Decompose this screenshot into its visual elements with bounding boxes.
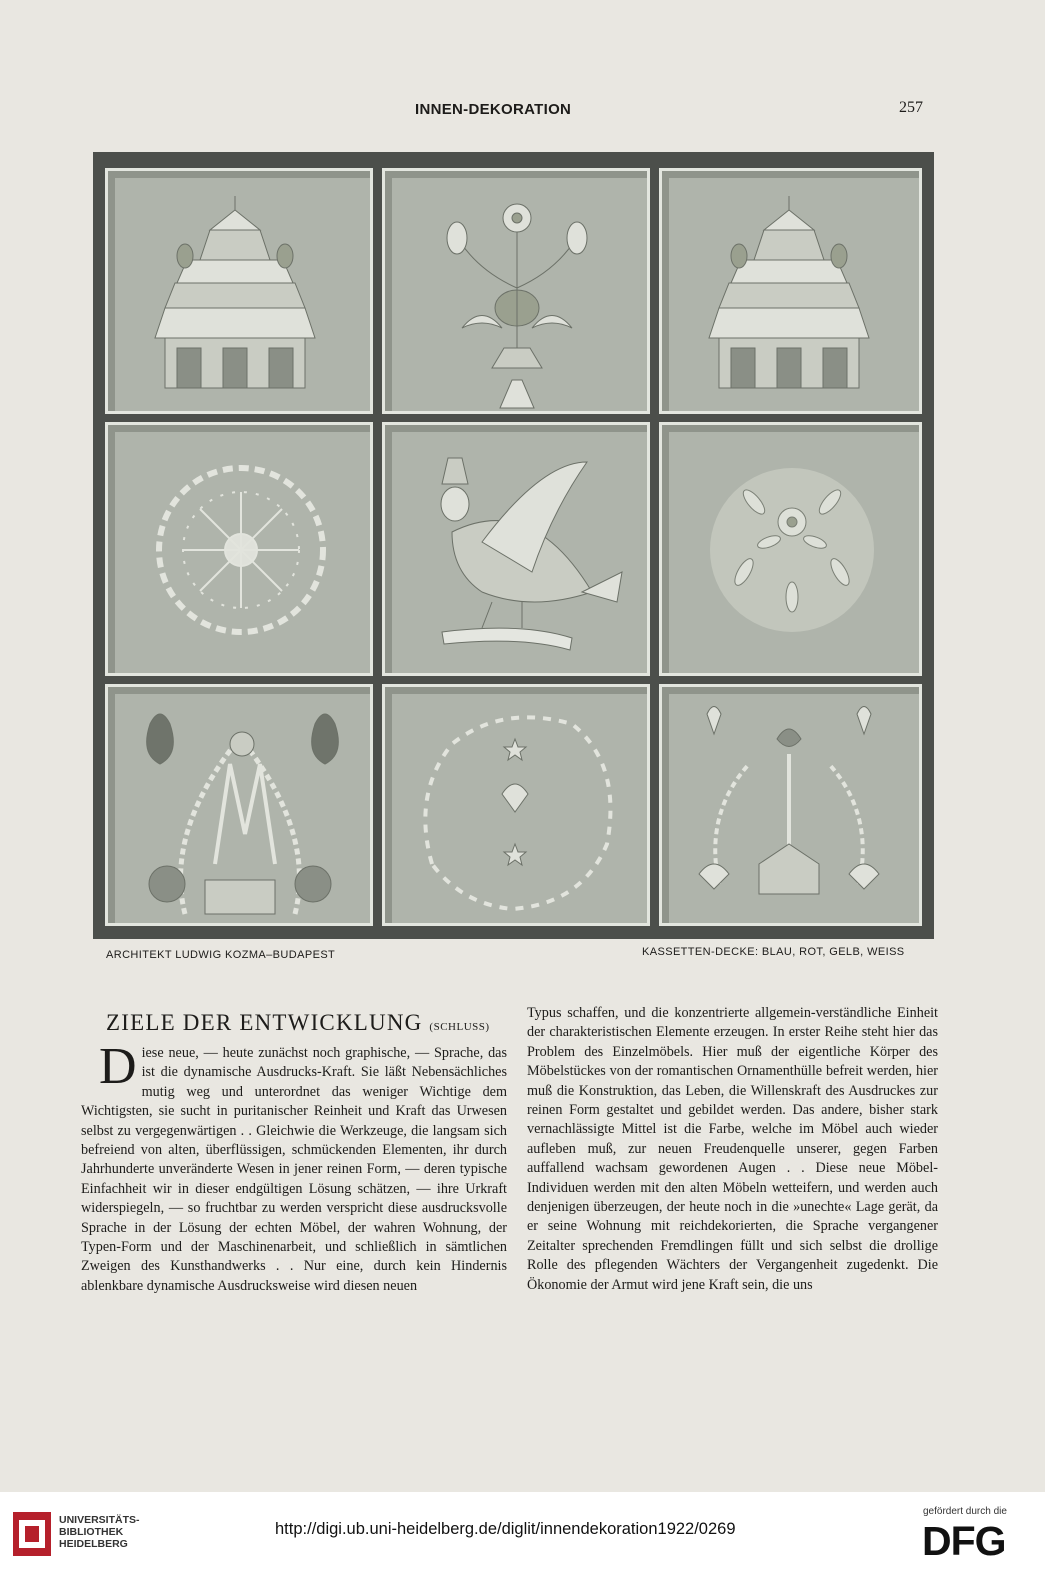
drop-cap: D: [99, 1038, 137, 1095]
figure-caption-description: KASSETTEN-DECKE: BLAU, ROT, GELB, WEISS: [642, 946, 905, 958]
panel-rosette-circle: [105, 422, 373, 676]
article-title-text: ZIELE DER ENTWICKLUNG: [106, 1010, 423, 1035]
panel-heart-tree: [105, 684, 373, 926]
article-title: [106, 1010, 490, 1036]
article-text-left: iese neue, — heute zunächst noch graphische, — Sprache, das ist die dynamische Ausdrucks-Kraft. Sie läßt Nebensächliches mutig weg und unterordnet das weniger Wichtige dem Wichtigsten, sie sucht in puritanischer Reinheit und Kraft das Urwesen selbst zu vergegenwärtigen . . Gleichwie die Werkzeuge, die langsam sich befreiend von alten, überflüssigen, schmückenden Elementen, ihr durch Jahrhunderte unveränderte Wesen in jener reinen Form, — deren typische Einfachheit wir in dieser endgültigen Lösung schätzen, — ihre Urkraft widerspiegeln, — so fruchtbar zu werden verspricht diese ausdrucksvolle Sprache in der Lösung der echten Möbel, der wahren Wohnung, der Typen-Form und der Maschinenarbeit, und schließlich in sämtlichen Zweigen des Kunsthandwerks . . Nur eine, durch kein Hindernis ablenkbare dynamische Ausdrucksweise wird diesen neuen: [81, 1045, 507, 1294]
library-line-1: UNIVERSITÄTS-: [59, 1514, 140, 1526]
dfg-logo: DFG: [922, 1518, 1006, 1564]
ceiling-photo: [93, 152, 934, 939]
article-text-right: Typus schaffen, und die konzentrierte allgemein-verständliche Einheit der charakteristischen Elemente erzeugen. In erster Reihe steht hier das Problem des Einzelmöbels. Hier muß der eigentliche Körper des Möbelstückes von der romantischen Ornamenthülle befreit werden, hier muß die Konstruktion, das Leben, die Willenskraft des Ausdruckes zur reinen Form gestaltet und gebildet werden. Das andere, bisher stark vernachlässigte Mittel ist die Farbe, welche im Möbel auch wieder aufleben muß, zur neuen Freudenquelle unserer, gegen Farben auffallend wachsam gewordenen Augen . . Diese neue Möbel-Individuen werden mit den alten Möbeln wetteifern, und werden auch denjenigen überzeugen, der heute noch in die »unechte« Lage gerät, da er seine Wohnung mit reichdekorierten, die Sprache vergangener Zeitalter sprechenden Fremdlingen füllt und sich selbst die drollige Rolle des pflegenden Wächters der Vergangenheit zugedenkt. Die Ökonomie der Armut wird jene Kraft sein, die uns: [527, 1005, 938, 1293]
figure-caption-architect: ARCHITEKT LUDWIG KOZMA–BUDAPEST: [106, 949, 336, 961]
running-header: INNEN-DEKORATION: [415, 101, 572, 118]
rosette-ornament: [105, 422, 373, 676]
panel-floral-wreath: [382, 684, 650, 926]
library-name: [59, 1514, 140, 1550]
page-number: 257: [899, 99, 923, 116]
floral-wreath-ornament: [382, 684, 650, 926]
digitization-footer: [0, 1492, 1045, 1580]
article-title-suffix: (SCHLUSS): [429, 1021, 490, 1033]
heart-tree-ornament: [105, 684, 373, 926]
bird-ornament: [382, 422, 650, 676]
article-column-left: [81, 1038, 507, 1296]
tulip-tree-ornament: [659, 684, 922, 926]
panel-leaf-wreath: [659, 422, 922, 676]
panel-tulip-tree: [659, 684, 922, 926]
article-column-right: [527, 1004, 938, 1295]
panel-flower-vase: [382, 168, 650, 414]
library-line-2: BIBLIOTHEK: [59, 1526, 124, 1538]
library-line-3: HEIDELBERG: [59, 1538, 128, 1550]
university-seal-icon: [11, 1510, 53, 1558]
panel-pavilion-left: [105, 168, 373, 414]
panel-bird-with-head: [382, 422, 650, 676]
leaf-wreath-ornament: [659, 422, 922, 676]
pavilion-ornament: [659, 168, 922, 414]
flower-vase-ornament: [382, 168, 650, 414]
funding-note: gefördert durch die: [923, 1506, 1007, 1517]
panel-pavilion-right: [659, 168, 922, 414]
permalink[interactable]: http://digi.ub.uni-heidelberg.de/diglit/innendekoration1922/0269: [275, 1520, 736, 1538]
pavilion-ornament: [105, 168, 373, 414]
